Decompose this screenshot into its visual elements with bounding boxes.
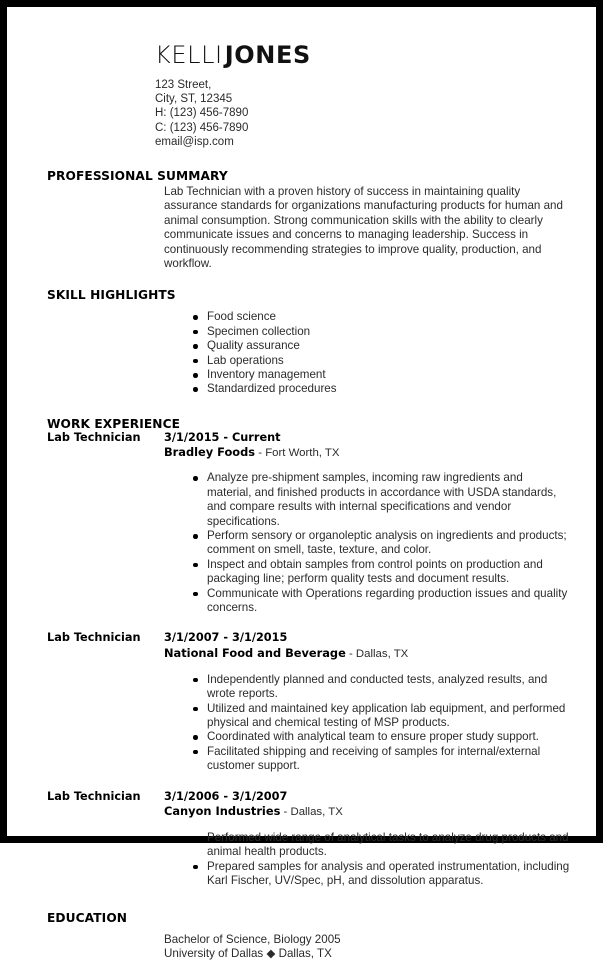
candidate-name — [155, 41, 596, 70]
work-experience-entry — [7, 431, 596, 615]
job-header-row — [7, 431, 596, 460]
contact-cell-phone: C: (123) 456-7890 — [155, 121, 249, 134]
job-bullet-list — [187, 471, 570, 615]
list-item: Utilized and maintained key application lab equipment, and performed physical and chemical testing of MSP products. — [187, 702, 570, 731]
job-company-name: National Food and Beverage — [164, 645, 346, 660]
education-body — [7, 933, 596, 961]
section-work-experience — [7, 417, 596, 889]
section-heading-education: EDUCATION — [47, 910, 128, 925]
professional-summary-text: Lab Technician with a proven history of success in maintaining quality assurance standards for organizations manufacturing products for human and animal consumption. Strong communication skills with the ability to clearly communicate issues and concerns to managing leadership. Success in continuously recommending strategies to improve quality, production, and workflow. — [164, 185, 563, 271]
skills-list — [187, 310, 596, 396]
last-name: JONES — [224, 41, 311, 69]
skill-highlights-body — [7, 310, 596, 396]
contact-home-phone: H: (123) 456-7890 — [155, 107, 249, 120]
list-item: Analyze pre-shipment samples, incoming raw ingredients and material, and finished products in accordance with USDA standards, and compare results with internal specifications and vendor specifications. — [187, 471, 570, 529]
job-company-location — [164, 646, 570, 661]
job-bullet-list — [187, 831, 570, 889]
list-item: Standardized procedures — [187, 382, 596, 396]
job-header-row — [7, 790, 596, 819]
job-company-location — [164, 804, 570, 819]
section-education — [7, 911, 596, 961]
section-heading-work-experience: WORK EXPERIENCE — [47, 416, 181, 431]
job-dates: 3/1/2007 - 3/1/2015 — [164, 631, 288, 645]
list-item: Independently planned and conducted tests, analyzed results, and wrote reports. — [187, 673, 570, 702]
list-item: Lab operations — [187, 354, 596, 368]
list-item: Quality assurance — [187, 339, 596, 353]
section-heading-professional-summary: PROFESSIONAL SUMMARY — [47, 169, 228, 184]
list-item: Communicate with Operations regarding production issues and quality concerns. — [187, 587, 570, 616]
job-location: - Dallas, TX — [345, 647, 409, 660]
job-dates: 3/1/2015 - Current — [164, 430, 281, 444]
first-name: KELLI — [155, 41, 223, 69]
contact-street: 123 Street, — [155, 79, 212, 91]
education-school: University of Dallas ◆ Dallas, TX — [164, 947, 332, 961]
job-responsibilities — [7, 471, 596, 615]
section-heading-skill-highlights: SKILL HIGHLIGHTS — [47, 288, 176, 303]
education-degree: Bachelor of Science, Biology 2005 — [164, 932, 341, 946]
list-item: Inspect and obtain samples from control points on production and packaging line; perform quality tests and document results. — [187, 558, 570, 587]
job-company-name: Bradley Foods — [164, 445, 256, 460]
job-company-name: Canyon Industries — [164, 803, 281, 818]
list-item: Inventory management — [187, 368, 596, 382]
list-item: Facilitated shipping and receiving of samples for internal/external customer support. — [187, 745, 570, 774]
contact-city-state-zip: City, ST, 12345 — [155, 93, 233, 106]
list-item: Prepared samples for analysis and operated instrumentation, including Karl Fischer, UV/Spec, pH, and dissolution apparatus. — [187, 860, 570, 889]
list-item: Performed wide range of analytical tasks to analyze drug products and animal health products. — [187, 831, 570, 860]
contact-block — [155, 78, 596, 149]
job-bullet-list — [187, 673, 570, 774]
job-responsibilities — [7, 673, 596, 774]
resume-sheet — [7, 7, 596, 961]
work-experience-entry — [7, 790, 596, 889]
list-item: Coordinated with analytical team to ensure proper study support. — [187, 730, 570, 744]
job-company-location — [164, 445, 570, 460]
job-title: Lab Technician — [47, 430, 141, 444]
work-experience-entry — [7, 631, 596, 773]
section-skill-highlights — [7, 288, 596, 396]
contact-email: email@isp.com — [155, 135, 234, 148]
professional-summary-body — [7, 185, 596, 271]
job-title: Lab Technician — [47, 789, 141, 803]
job-dates: 3/1/2006 - 3/1/2007 — [164, 789, 288, 803]
job-header-row — [7, 631, 596, 660]
list-item: Specimen collection — [187, 325, 596, 339]
job-location: - Dallas, TX — [280, 805, 343, 818]
resume-header — [7, 7, 596, 149]
job-responsibilities — [7, 831, 596, 889]
section-professional-summary — [7, 169, 596, 271]
job-title: Lab Technician — [47, 631, 141, 645]
job-location: - Fort Worth, TX — [255, 447, 340, 460]
list-item: Food science — [187, 310, 596, 324]
list-item: Perform sensory or organoleptic analysis on ingredients and products; comment on smell, taste, texture, and color. — [187, 529, 570, 558]
